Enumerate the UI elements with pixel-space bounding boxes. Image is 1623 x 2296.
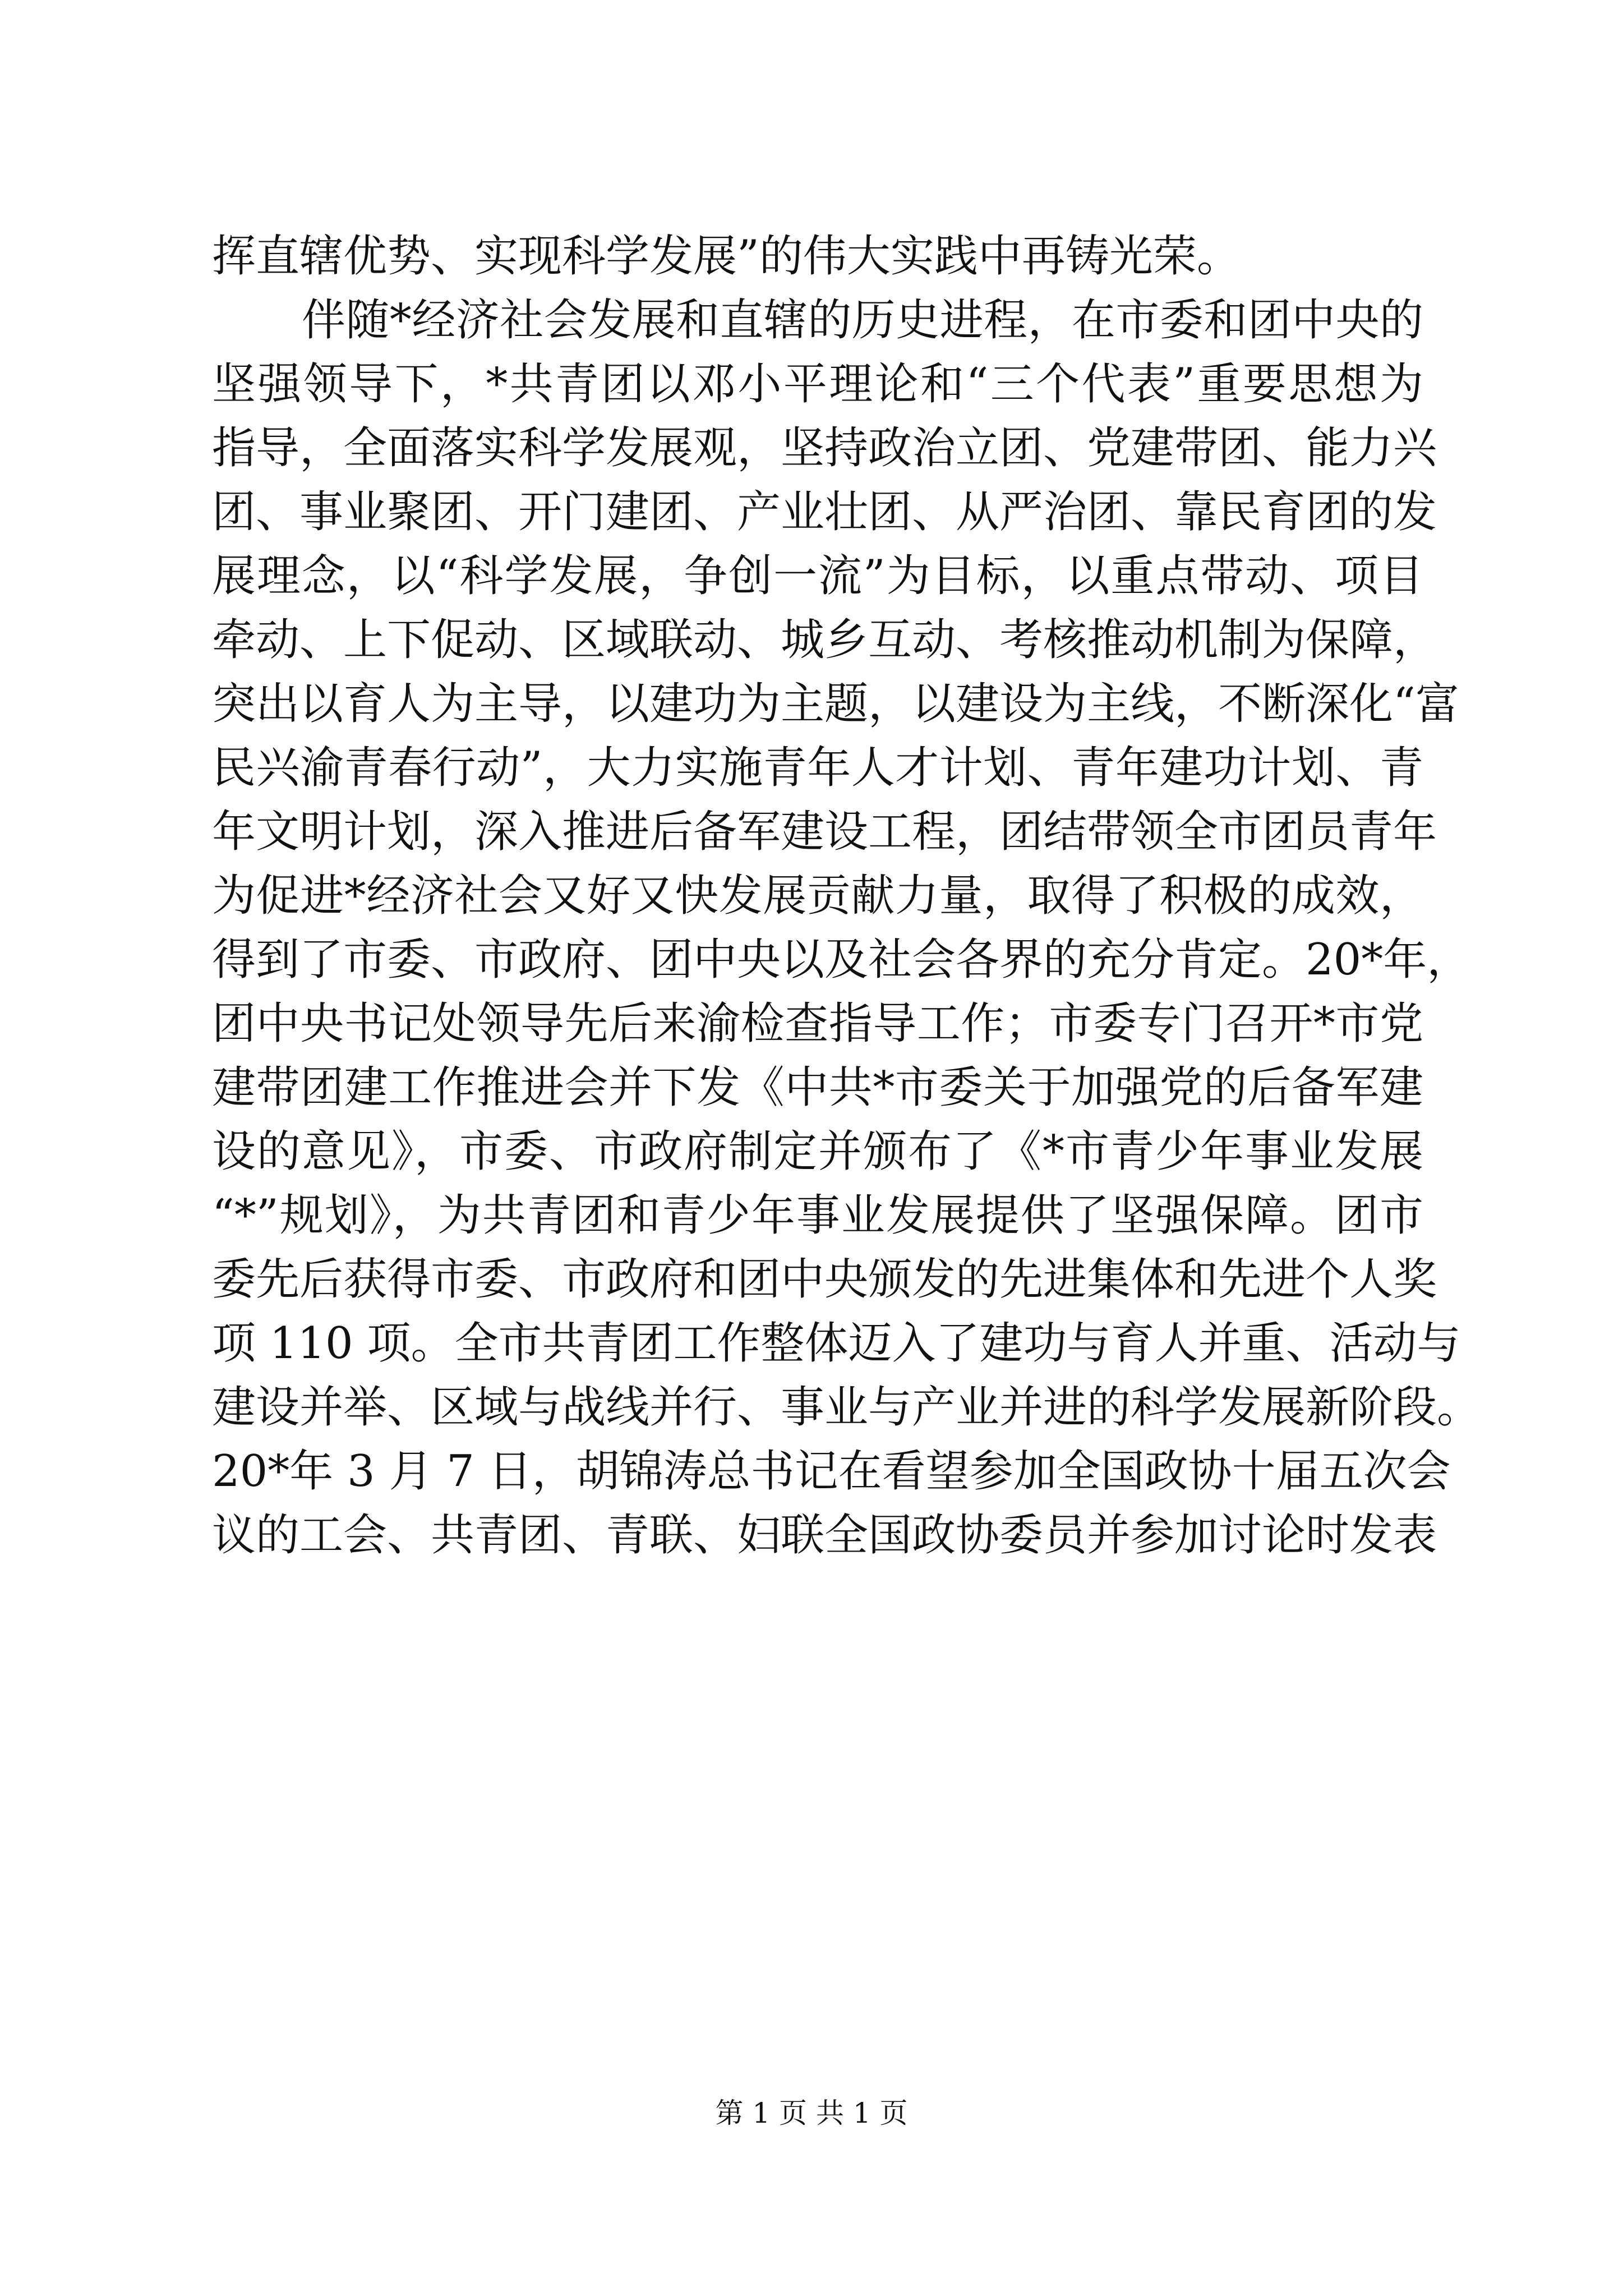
text-line: 团、事业聚团、开门建团、产业壮团、从严治团、靠民育团的发 bbox=[212, 487, 1437, 537]
text-line: 得到了市委、市政府、团中央以及社会各界的充分肯定。20*年， bbox=[212, 935, 1471, 985]
text-line: 牵动、上下促动、区域联动、城乡互动、考核推动机制为保障， bbox=[212, 615, 1437, 665]
text-line: 挥直辖优势、实现科学发展”的伟大实践中再铸光荣。 bbox=[212, 231, 1241, 282]
text-line: 年文明计划，深入推进后备军建设工程，团结带领全市团员青年 bbox=[212, 807, 1437, 857]
text-line: 委先后获得市委、市政府和团中央颁发的先进集体和先进个人奖 bbox=[212, 1254, 1437, 1305]
text-line: 坚强领导下，*共青团以邓小平理论和“三个代表”重要思想为 bbox=[212, 359, 1423, 409]
page-number-footer: 第 1 页 共 1 页 bbox=[715, 2097, 908, 2129]
text-line: 民兴渝青春行动”，大力实施青年人才计划、青年建功计划、青 bbox=[212, 743, 1423, 793]
text-line: 展理念，以“科学发展，争创一流”为目标，以重点带动、项目 bbox=[212, 551, 1423, 601]
text-line: 设的意见》，市委、市政府制定并颁布了《*市青少年事业发展 bbox=[212, 1126, 1423, 1177]
paragraph-first-line: 伴随*经济社会发展和直辖的历史进程，在市委和团中央的 bbox=[302, 295, 1423, 346]
text-line: 建设并举、区域与战线并行、事业与产业并进的科学发展新阶段。 bbox=[212, 1382, 1481, 1433]
text-line: 团中央书记处领导先后来渝检查指导工作；市委专门召开*市党 bbox=[212, 999, 1423, 1049]
text-line: 建带团建工作推进会并下发《中共*市委关于加强党的后备军建 bbox=[212, 1062, 1423, 1113]
document-body bbox=[212, 224, 1481, 1567]
text-line: 为促进*经济社会又好又快发展贡献力量，取得了积极的成效， bbox=[212, 871, 1423, 921]
text-line: 20*年 3 月 7 日，胡锦涛总书记在看望参加全国政协十届五次会 bbox=[212, 1446, 1451, 1497]
text-line: “*”规划》，为共青团和青少年事业发展提供了坚强保障。团市 bbox=[212, 1190, 1423, 1241]
text-line: 项 110 项。全市共青团工作整体迈入了建功与育人并重、活动与 bbox=[212, 1318, 1461, 1369]
text-line: 突出以育人为主导，以建功为主题，以建设为主线，不断深化“富 bbox=[212, 679, 1459, 729]
text-line: 指导，全面落实科学发展观，坚持政治立团、党建带团、能力兴 bbox=[212, 423, 1437, 473]
text-line: 议的工会、共青团、青联、妇联全国政协委员并参加讨论时发表 bbox=[212, 1510, 1437, 1561]
